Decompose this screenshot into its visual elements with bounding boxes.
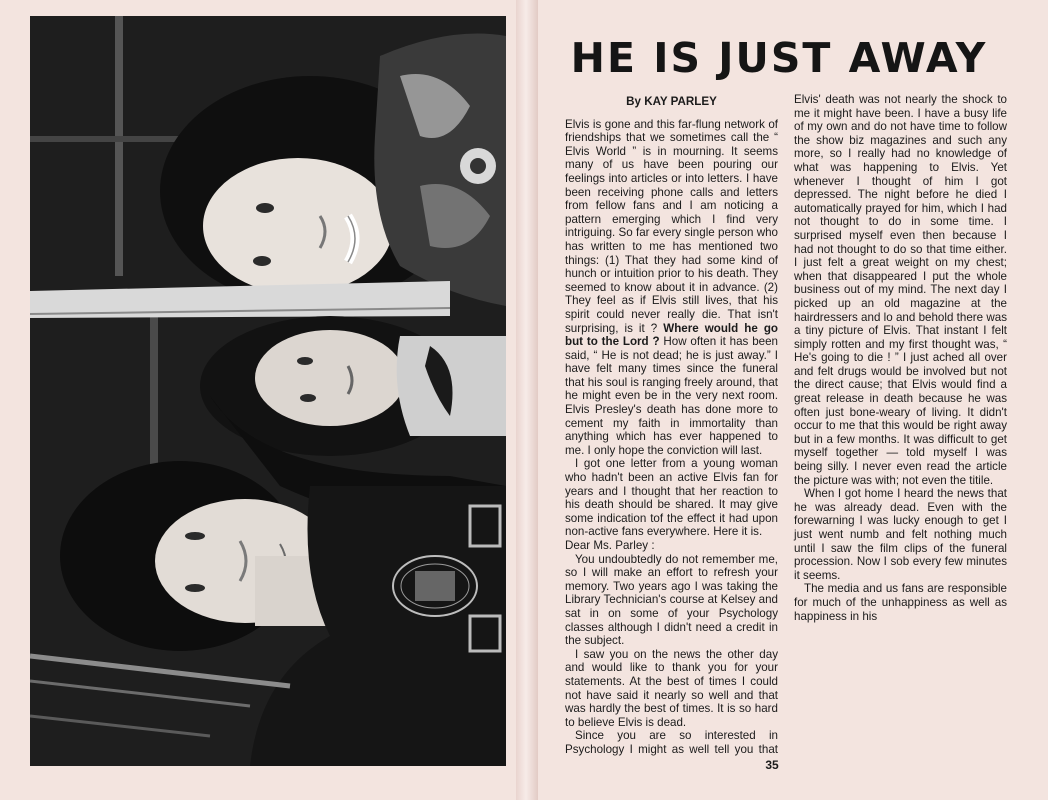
page-number: 35: [765, 758, 779, 772]
page-gutter: [516, 0, 538, 800]
fans-photograph: [30, 16, 506, 766]
article-emphasis: Where would he go but to the Lord ?: [565, 321, 778, 349]
article-body: [565, 93, 1007, 758]
article-paragraph: You undoubtedly do not remember me, so I will make an effort to refresh your memory. Two years ago I was taking the Library Technician's course at Kelsey and sat in on some of your Psychology classes although I didn't need a credit in the subject.: [565, 552, 778, 648]
letter-salutation: Dear Ms. Parley :: [565, 539, 655, 552]
article-paragraph: The media and us fans are responsible for much of the unhappiness as well as happiness in his: [794, 582, 1007, 623]
article-paragraph: Since you are so interested in Psychology I might as well tell you that Elvis' death was not nearly the shock to me it might have been. I have a busy life of my own and do not have time to follow the show biz magazines and such any more, so I really had no knowledge of what was happening to Elvis. Yet whenever I thought of him I got depressed. The night before he died I automatically prayed for him, which I had not thought to do in some time. I surprised myself even then because I had not thought to do so that time either. I just felt a great weight on my chest; when that disappeared I put the whole business out of my mind. The next day I picked up an old magazine at the hairdressers and lo and behold there was a tiny picture of Elvis. That instant I felt simply rotten and my first thought was, “ He's going to die ! ” I just ached all over and felt drugs would be involved but not the direct cause; that Elvis would find a great release in death because he was often just bone-weary of living. It didn't occur to me that this would be right away but in a few months. It was difficult to get myself together — told myself I was being silly. I never even read the article the picture was with; not even the titile.: [565, 93, 1007, 756]
article-paragraph: When I got home I heard the news that he was already dead. Even with the forewarning I was lucky enough to get I just went numb and felt nothing much until I saw the film clips of the funeral procession. Now I sob every few minutes it seems.: [794, 487, 1007, 582]
article-paragraph: I saw you on the news the other day and would like to thank you for your statements. At the best of times I could not have said it nearly so well and that was hardly the best of times. It is so hard to believe Elvis is dead.: [565, 647, 778, 729]
article-paragraph: Elvis is gone and this far-flung network of friendships that we sometimes call the “ Elvis World ” is in mourning. It seems many of us have been pouring our feelings into articles or into letters. I have been receiving phone calls and letters from fellow fans and I am noticing a pattern emerging which I find very intriguing. So far every single person who has written to me has mentioned two things: (1) That they had some kind of hunch or intuition prior to his death. They seemed to know about it in advance. (2) They feel as if Elvis still lives, that his spirit could never really die. That isn't surprising, is it ? Where would he go but to the Lord ? How often it has been said, “ He is not dead; he is just away.” I have felt many times since the funeral that his soul is ranging freely around, that he might even be in the very next room. Elvis Presley's death has done more to cement my faith in immortality than anything which has ever happened to me. I only hope the conviction will last.: [565, 117, 778, 457]
article-byline: By KAY PARLEY: [626, 95, 717, 108]
article-paragraph: I got one letter from a young woman who hadn't been an active Elvis fan for years and I thought that her reaction to his death should be shared. It may give some indication tof the effect it had upon non-active fans everywhere. Here it is.: [565, 457, 778, 539]
article-headline: HE IS JUST AWAY: [570, 34, 988, 82]
